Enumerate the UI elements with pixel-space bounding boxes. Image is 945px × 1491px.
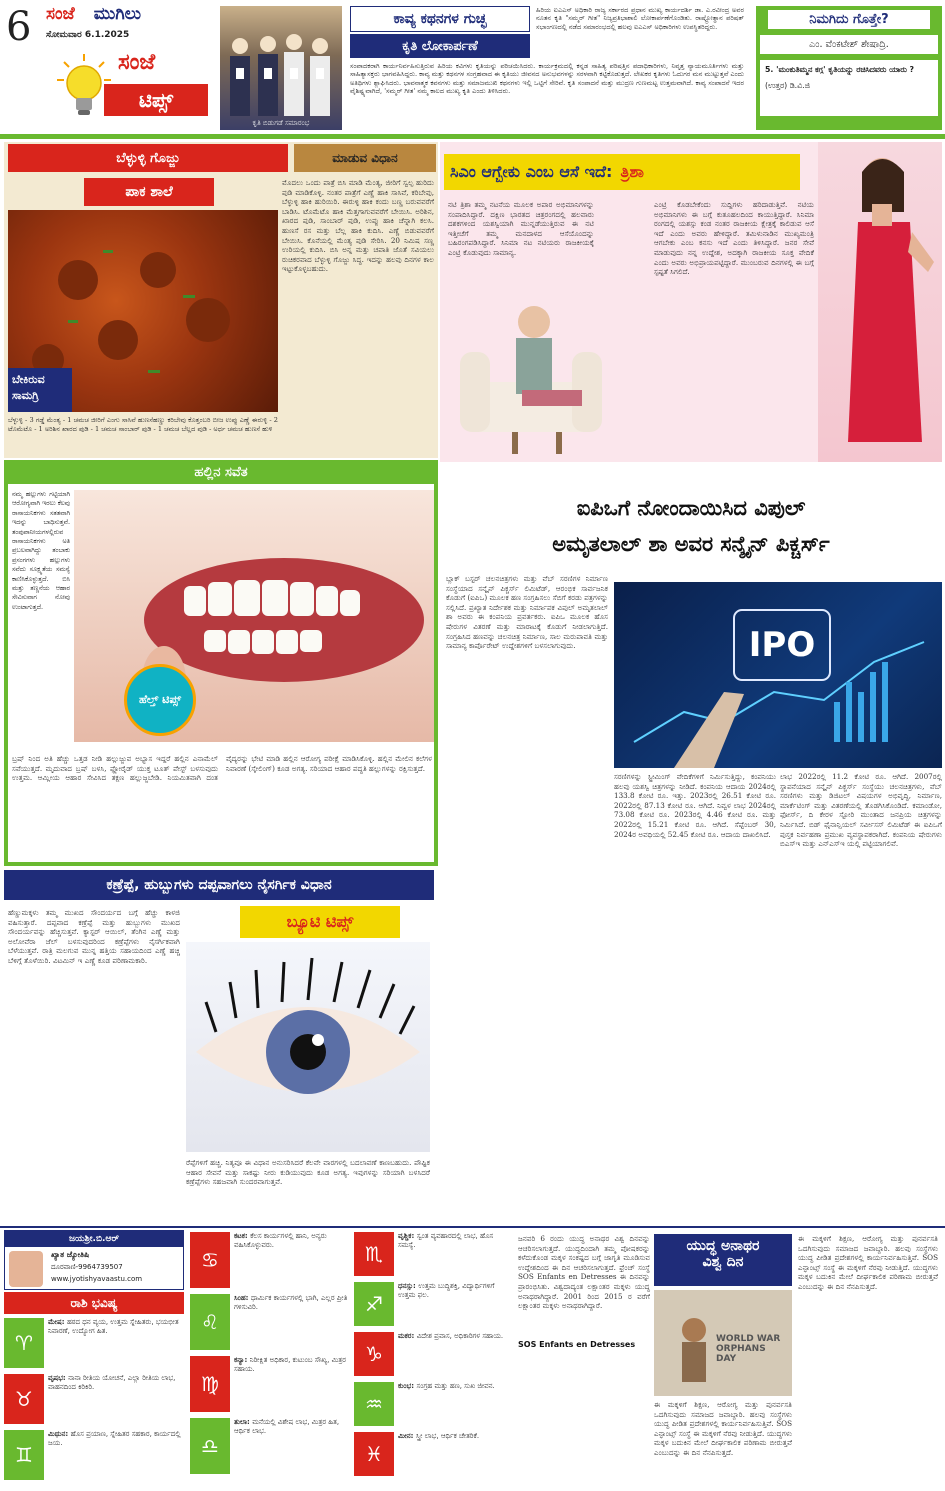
war-orphans-ngo: SOS Enfants en Detresses	[518, 1340, 650, 1349]
recipe-title: ಬೆಳ್ಳುಳ್ಳಿ ಗೊಜ್ಜು	[8, 144, 288, 172]
horoscope-sign	[354, 1232, 510, 1280]
book-launch-headline-2: ಕೃತಿ ಲೋಕಾರ್ಪಣೆ	[350, 34, 530, 58]
zodiac-name: ಮೇಷ:	[48, 1318, 67, 1326]
zodiac-name: ಕುಂಭ:	[398, 1382, 417, 1390]
horoscope-sign	[190, 1294, 350, 1354]
quiz-box	[756, 6, 942, 130]
war-orphans-poster	[654, 1290, 792, 1396]
beauty-col-bottom: ರೆಪ್ಪೆಗಳಿಗೆ ಹಚ್ಚಿ. ನಿತ್ಯವೂ ಈ ವಿಧಾನ ಅನುಸರಿಸಿದರೆ ಕೆಲವೇ ವಾರಗಳಲ್ಲಿ ಬದಲಾವಣೆ ಕಾಣಬಹುದು. ಪೌಷ್ಟಿಕ ಆಹಾರ ಸೇವನೆ ಮತ್ತು ಸಾಕಷ್ಟು ನೀರು ಕುಡಿಯುವುದು ಕೂಡ ಅಗತ್ಯ. ಇವುಗಳನ್ನು ಸರಿಯಾಗಿ ಬಳಸಿದರೆ ಕಣ್ರೆಪ್ಪೆಗಳು ಸಹಜವಾಗಿ ಸುಂದರವಾಗುತ್ತವೆ.	[186, 1158, 430, 1187]
beauty-col-1: ಹೆಣ್ಣುಮಕ್ಕಳು ತಮ್ಮ ಮುಖದ ಸೌಂದರ್ಯದ ಬಗ್ಗೆ ಹೆಚ್ಚು ಕಾಳಜಿ ವಹಿಸುತ್ತಾರೆ. ದಪ್ಪವಾದ ಕಣ್ರೆಪ್ಪೆ ಮತ್ತು ಹುಬ್ಬುಗಳು ಮುಖದ ಸೌಂದರ್ಯವನ್ನು ಹೆಚ್ಚಿಸುತ್ತವೆ. ಕ್ಯಾಸ್ಟರ್ ಆಯಿಲ್, ತೆಂಗಿನ ಎಣ್ಣೆ ಮತ್ತು ಅಲೋವೆರಾ ಜೆಲ್ ಬಳಸುವುದರಿಂದ ಕಣ್ರೆಪ್ಪೆಗಳು ನೈಸರ್ಗಿಕವಾಗಿ ಬೆಳೆಯುತ್ತವೆ. ರಾತ್ರಿ ಮಲಗುವ ಮುನ್ನ ಹತ್ತಿಯ ಸಹಾಯದಿಂದ ಎಣ್ಣೆ ಹಚ್ಚಿ ಬೆಳಿಗ್ಗೆ ತೊಳೆಯಿರಿ. ವಿಟಮಿನ್ ಇ ಎಣ್ಣೆ ಕೂಡ ಪರಿಣಾಮಕಾರಿ.	[8, 908, 180, 965]
book-launch-photo	[220, 6, 342, 130]
zodiac-prediction: ಹಠದ ಧನ ವ್ಯಯ, ಉತ್ತಮ ಸ್ನೇಹಿತರು, ಭಯಭೀತ ನಿವಾರಣೆ, ಉದ್ಯೋಗ ಹಿತ.	[48, 1318, 179, 1336]
horoscope-sign	[4, 1430, 184, 1484]
ipo-col-1: ಬ್ಲಾಕ್ ಬಸ್ಟರ್ ಚಲನಚಿತ್ರಗಳು ಮತ್ತು ವೆಬ್ ಸರಣಿಗಳ ನಿರ್ಮಾಣ ಸಂಸ್ಥೆಯಾದ ಸನ್ಶೈನ್ ಪಿಕ್ಚರ್ಸ್ ಲಿಮಿಟೆಡ್, ಆರಂಭಿಕ ಸಾರ್ವಜನಿಕ ಕೊಡುಗೆ (ಐಪಿಒ) ಮೂಲಕ ಹಣ ಸಂಗ್ರಹಿಸಲು ಸೆಬಿಗೆ ಕರಡು ಪತ್ರಗಳನ್ನು ಸಲ್ಲಿಸಿದೆ. ಪ್ರಖ್ಯಾತ ನಿರ್ದೇಶಕ ಮತ್ತು ನಿರ್ಮಾಪಕ ವಿಪುಲ್ ಅಮೃತಲಾಲ್ ಶಾ ಅವರು ಈ ಕಂಪನಿಯ ಪ್ರವರ್ತಕರು. ಐಪಿಒ ಮೂಲಕ ಹೊಸ ಷೇರುಗಳ ವಿತರಣೆ ಮತ್ತು ಮಾರಾಟಕ್ಕೆ ಕೊಡುಗೆ ನೀಡಲಾಗುತ್ತಿದೆ. ಸಂಗ್ರಹಿಸಿದ ಹಣವನ್ನು ಚಲನಚಿತ್ರ ನಿರ್ಮಾಣ, ಸಾಲ ಮರುಪಾವತಿ ಮತ್ತು ಸಾಮಾನ್ಯ ಕಾರ್ಪೊರೇಟ್ ಉದ್ದೇಶಗಳಿಗೆ ಬಳಸಲಾಗುವುದು.	[446, 574, 608, 651]
ipo-image	[614, 582, 942, 768]
zodiac-name: ಧನಸ್ಸು:	[398, 1282, 419, 1290]
recipe-ingredients: ಬೆಳ್ಳುಳ್ಳಿ - 3 ಗಡ್ಡೆ ಮೆಂತ್ಯ - 1 ಚಮಚ ಜೀರಿಗೆ ಎಂಗು ಸಾಸಿವೆ ಹುಣಸೆಹಣ್ಣು ಕರಿಬೇವು ಕೊತ್ತಂಬರಿ ಬೀಜ ಉಪ್ಪು ಎಣ್ಣೆ ಈರುಳ್ಳಿ - 2 ಟೊಮೆಟೊ - 1 ಅರಿಶಿನ ಖಾರದ ಪುಡಿ - 1 ಚಮಚ ಸಾಂಬಾರ್ ಪುಡಿ - 1 ಚಮಚ ಬೆಲ್ಲದ ಪುಡಿ - ಅರ್ಧ ಚಮಚ ಹುಣಸೆ ಹುಳಿ	[8, 416, 278, 433]
zodiac-name: ಮೀನ:	[398, 1432, 416, 1440]
book-launch-headline-1: ಕಾವ್ಯ ಕಥನಗಳ ಗುಚ್ಛ	[350, 6, 530, 32]
recipe-section	[4, 142, 438, 458]
zodiac-icon: ♋	[190, 1232, 230, 1288]
war-orphans-title-1: ಯುದ್ಧ ಅನಾಥರ	[686, 1238, 760, 1254]
gum-body-bottom: ಬ್ರಷ್ ನಿಂದ ಅತಿ ಹೆಚ್ಚು ಒತ್ತಡ ನೀಡಿ ಹಲ್ಲುಜ್ಜುವ ಅಭ್ಯಾಸ ಇದ್ದರೆ ಹಲ್ಲಿನ ಎನಾಮೆಲ್ ಸವೆಯುತ್ತದೆ. ಮೃದುವಾದ ಬ್ರಷ್ ಬಳಸಿ, ಫ್ಲೋರೈಡ್ ಯುಕ್ತ ಟೂತ್ ಪೇಸ್ಟ್ ಬಳಸುವುದು ಉತ್ತಮ. ಆಮ್ಲೀಯ ಆಹಾರ ಸೇವಿಸಿದ ತಕ್ಷಣ ಹಲ್ಲುಜ್ಜಬೇಡಿ. ನಿಯಮಿತವಾಗಿ ದಂತ ವೈದ್ಯರನ್ನು ಭೇಟಿ ಮಾಡಿ ಹಲ್ಲಿನ ಆರೋಗ್ಯ ಪರೀಕ್ಷೆ ಮಾಡಿಸಿಕೊಳ್ಳಿ. ಹಲ್ಲಿನ ಮೇಲಿನ ಕಲೆಗಳ ನಿವಾರಣೆ (ಸ್ಕೇಲಿಂಗ್) ಕೂಡ ಅಗತ್ಯ. ಸರಿಯಾದ ಆಹಾರ ಪದ್ಧತಿ ಹಲ್ಲುಗಳನ್ನು ರಕ್ಷಿಸುತ್ತದೆ.	[12, 754, 432, 783]
ipo-headline-2: ಅಮೃತಲಾಲ್ ಶಾ ಅವರ ಸನ್ಶೈನ್ ಪಿಕ್ಚರ್ಸ್	[552, 532, 830, 556]
zodiac-icon: ♓	[354, 1432, 394, 1476]
brand-name: ಸಂಜೆ	[46, 4, 75, 24]
zodiac-name: ಕಟಕ:	[234, 1232, 251, 1240]
beauty-section	[4, 870, 434, 1230]
war-orphans-section	[514, 1232, 942, 1488]
zodiac-name: ಮಿಥುನ:	[48, 1430, 71, 1438]
horoscope-grid	[4, 1230, 512, 1488]
horoscope-sign	[190, 1232, 350, 1292]
horoscope-sign	[354, 1282, 510, 1330]
quiz-title: ನಿಮಗಿದು ಗೊತ್ತೇ?	[768, 10, 930, 29]
zodiac-icon: ♐	[354, 1282, 394, 1326]
gum-section	[4, 460, 438, 866]
book-launch-article	[346, 4, 746, 134]
masthead	[0, 0, 218, 130]
beauty-title: ಕಣ್ರೆಪ್ಪೆ, ಹುಬ್ಬುಗಳು ದಪ್ಪವಾಗಲು ನೈಸರ್ಗಿಕ ವಿಧಾನ	[4, 870, 434, 900]
horoscope-sign	[4, 1318, 184, 1372]
zodiac-prediction: ಸ್ತ್ರೀ ಲಾಭ, ಆರ್ಥಿಕ ಚೇತರಿಕೆ.	[415, 1432, 480, 1440]
zodiac-prediction: ವಿದೇಶ ಪ್ರವಾಸ, ಅಧಿಕಾರಿಗಳ ಸಹಾಯ.	[416, 1332, 504, 1340]
zodiac-prediction: ಉತ್ತಮ ಬುದ್ಧಿಶಕ್ತಿ, ವಿದ್ಯಾರ್ಥಿಗಳಿಗೆ ಉತ್ತಮ ಫಲ.	[398, 1282, 495, 1300]
recipe-method-label: ಮಾಡುವ ವಿಧಾನ	[294, 144, 436, 172]
quiz-author: ಎಂ. ವೆಂಕಟೇಶ್ ಶೇಷಾದ್ರಿ.	[760, 35, 938, 54]
trisha-name: ತ್ರಿಶಾ	[620, 162, 644, 181]
masthead-date: ಸೋಮವಾರ 6.1.2025	[46, 30, 130, 40]
horoscope-title: ರಾಶಿ ಭವಿಷ್ಯ	[4, 1292, 184, 1314]
war-orphans-title-2: ವಿಶ್ವ ದಿನ	[702, 1254, 744, 1270]
page-number: 6	[6, 4, 32, 50]
horoscope-sign	[4, 1374, 184, 1428]
war-orphans-col-2: ಈ ಮಕ್ಕಳಿಗೆ ಶಿಕ್ಷಣ, ಆರೋಗ್ಯ ಮತ್ತು ಪುನರ್ವಸತಿ ಒದಗಿಸುವುದು ಸಮಾಜದ ಜವಾಬ್ದಾರಿ. ಹಲವು ಸಂಸ್ಥೆಗಳು ಯುದ್ಧ ಪೀಡಿತ ಪ್ರದೇಶಗಳಲ್ಲಿ ಕಾರ್ಯನಿರ್ವಹಿಸುತ್ತಿವೆ. SOS ಎನ್ಫಾಂಟ್ಸ್ ಸಂಸ್ಥೆ ಈ ಮಕ್ಕಳಿಗೆ ನೆರವು ನೀಡುತ್ತಿದೆ. ಯುದ್ಧಗಳು ಮಕ್ಕಳ ಬದುಕಿನ ಮೇಲೆ ದೀರ್ಘಕಾಲಿಕ ಪರಿಣಾಮ ಬೀರುತ್ತವೆ ಎಂಬುದನ್ನು ಈ ದಿನ ನೆನಪಿಸುತ್ತದೆ.	[654, 1400, 792, 1457]
horoscope-sign	[190, 1356, 350, 1416]
zodiac-name: ವೃಶ್ಚಿಕ:	[398, 1232, 417, 1240]
war-orphans-banner-1: WORLD WAR	[716, 1334, 781, 1344]
zodiac-name: ಕನ್ಯಾ:	[234, 1356, 250, 1364]
zodiac-prediction: ನಿರೀಕ್ಷಿತ ಅಧಿಕಾರ, ಕುಟುಂಬ ಸೌಖ್ಯ, ಮಿತ್ರರ ಸಹಾಯ.	[234, 1356, 346, 1374]
zodiac-icon: ♎	[190, 1418, 230, 1474]
zodiac-prediction: ಹೊಸ ಪ್ರಯಾಣ, ಸ್ನೇಹಿತರ ಸಹಕಾರ, ಕಾರ್ಯದಲ್ಲಿ ಜಯ.	[48, 1430, 181, 1448]
section-title-2: ಟಿಪ್ಸ್	[104, 84, 208, 116]
recipe-ingredients-label: ಬೇಕಿರುವ ಸಾಮಗ್ರಿ	[8, 368, 72, 412]
gum-body-left: ನಮ್ಮ ಹಲ್ಲುಗಳು ಗಟ್ಟಿಯಾಗಿ ಆರೋಗ್ಯವಾಗಿ ಇರಲು ಕೆಲವು ರಾಸಾಯನಿಕಗಳು ಸತತವಾಗಿ ಇದನ್ನು ಬಾಧಿಸುತ್ತವೆ. ತಂಪುಪಾನೀಯಗಳಲ್ಲಿರುವ ರಾಸಾಯನಿಕಗಳು ಅತಿ ಪ್ರಬಲವಾಗಿದ್ದು ತಂಬಾಕು ಪ್ರಸಂಗಗಳು ಹಲ್ಲುಗಳು ಸವೆದು ಸೂಕ್ಷ್ಮತೆಯ ಸಮಸ್ಯೆ ಕಾಣಿಸಿಕೊಳ್ಳುತ್ತದೆ. ಬಿಸಿ ಮತ್ತು ತಣ್ಣನೆಯ ಆಹಾರ ಸೇವಿಸುವಾಗ ನೋವು ಉಂಟಾಗುತ್ತದೆ.	[12, 490, 71, 611]
trisha-headline-text: ಸಿಎಂ ಆಗ್ಬೇಕು ಎಂಬ ಆಸೆ ಇದೆ:	[450, 162, 613, 181]
zodiac-icon: ♊	[4, 1430, 44, 1480]
quiz-answer: (ಉತ್ತರ) ಡಿ.ವಿ.ಜಿ	[765, 81, 810, 90]
zodiac-icon: ♍	[190, 1356, 230, 1412]
astrologer-website: www.jyotishyavaastu.com	[51, 1275, 143, 1283]
quiz-question: 5. 'ಮಂಕುತಿಮ್ಮನ ಕಗ್ಗ' ಕೃತಿಯನ್ನು ರಚಿಸಿದವರು ಯಾರು ?	[765, 65, 915, 74]
zodiac-prediction: ಸಂಗ್ರಹ ಮತ್ತು ಹಣ, ಸುಖ ಜೀವನ.	[416, 1382, 495, 1390]
horoscope-sign	[354, 1432, 510, 1480]
zodiac-name: ಸಿಂಹ:	[234, 1294, 251, 1302]
divider-bottom	[0, 1226, 945, 1228]
war-orphans-banner-2: ORPHANS DAY	[716, 1344, 766, 1364]
zodiac-icon: ♑	[354, 1332, 394, 1376]
divider-top	[0, 134, 945, 139]
sofa-photo	[456, 282, 606, 458]
zodiac-icon: ♌	[190, 1294, 230, 1350]
section-title-1: ಸಂಜೆ	[118, 50, 156, 75]
ipo-col-2: ಸರಣಿಗಳನ್ನು ಸ್ಟ್ರೀಮಿಂಗ್ ವೇದಿಕೆಗಳಿಗೆ ನಿರ್ಮಿಸುತ್ತಿದ್ದು, ಕಂಪನಿಯು ಹಲವು ಯಶಸ್ವಿ ಚಿತ್ರಗಳನ್ನು ನೀಡಿದೆ. ಕಂಪನಿಯ ಆದಾಯ 2024ರಲ್ಲಿ 133.8 ಕೋಟಿ ರೂ. ಇತ್ತು. 2023ರಲ್ಲಿ 26.51 ಕೋಟಿ ರೂ. 2022ರಲ್ಲಿ 87.13 ಕೋಟಿ ರೂ. ಆಗಿದೆ. ನಿವ್ವಳ ಲಾಭ 2024ರಲ್ಲಿ 73.08 ಕೋಟಿ ರೂ. 2023ರಲ್ಲಿ 4.46 ಕೋಟಿ ರೂ. ಮತ್ತು 2022ರಲ್ಲಿ 15.21 ಕೋಟಿ ರೂ. ಆಗಿದೆ. ಸೆಪ್ಟೆಂಬರ್ 30, 2024ರ ಅವಧಿಯಲ್ಲಿ 52.45 ಕೋಟಿ ರೂ. ಆದಾಯ ದಾಖಲಿಸಿದೆ.	[614, 772, 776, 839]
zodiac-icon: ♒	[354, 1382, 394, 1426]
book-launch-body-right: ಹಿರಿಯ ಐಎಎಸ್ ಅಧಿಕಾರಿ ರಾಜ್ಯ ಸರ್ಕಾರದ ಪ್ರಧಾನ ಮುಖ್ಯ ಕಾರ್ಯದರ್ಶಿ ಡಾ. ಎ.ರವೀಂದ್ರ ಅವರ ನೂತನ ಕೃತಿ "ಸಮ್ಮರ್ ಗೀತ" ನಿಜ್ಯಪ್ರತಿಭಾಶಾಲಿ ಲೋಕಾರ್ಪಣೆಗೊಂಡಿತು. ರಾಷ್ಟ್ರೋತ್ಥಾನ ಪರಿಷತ್ ಸಭಾಂಗಣದಲ್ಲಿ ನಡೆದ ಸಮಾರಂಭದಲ್ಲಿ ಹಲವು ಐಎಎಸ್ ಅಧಿಕಾರಿಗಳು ಉಪಸ್ಥಿತರಿದ್ದರು.	[536, 6, 744, 31]
zodiac-name: ವೃಷಭ:	[48, 1374, 69, 1382]
health-tips-badge	[124, 664, 196, 736]
trisha-section	[440, 142, 942, 462]
recipe-kitchen-label: ಪಾಕ ಶಾಲೆ	[84, 178, 214, 206]
war-orphans-banner	[716, 1334, 788, 1364]
health-tips-label: ಹೆಲ್ತ್ ಟಿಪ್ಸ್	[138, 693, 182, 706]
horoscope-section	[4, 1230, 512, 1488]
trisha-headline	[444, 154, 800, 190]
trisha-col-1: ನಟಿ ತ್ರಿಶಾ ತಮ್ಮ ನಟನೆಯ ಮೂಲಕ ಅಪಾರ ಅಭಿಮಾನಿಗಳನ್ನು ಸಂಪಾದಿಸಿದ್ದಾರೆ. ದಕ್ಷಿಣ ಭಾರತದ ಚಿತ್ರರಂಗದಲ್ಲಿ ಹಲವಾರು ದಶಕಗಳಿಂದ ಯಶಸ್ವಿಯಾಗಿ ಮುನ್ನಡೆಯುತ್ತಿರುವ ಈ ನಟಿ ಇತ್ತೀಚೆಗೆ ತಮ್ಮ ಮನದಾಳದ ಆಸೆಯೊಂದನ್ನು ಬಹಿರಂಗಪಡಿಸಿದ್ದಾರೆ. ಸಿನಿಮಾ ನಟ ನಟಿಯರು ರಾಜಕೀಯಕ್ಕೆ ಎಂಟ್ರಿ ಕೊಡುವುದು ಸಾಮಾನ್ಯ.	[448, 200, 594, 257]
zodiac-prediction: ನಾನಾ ರೀತಿಯ ಯೋಚನೆ, ಎಲ್ಲಾ ರೀತಿಯ ಲಾಭ, ವಾಹನದಿಂದ ಕಿರಿಕಿರಿ.	[48, 1374, 176, 1392]
war-orphans-title	[654, 1234, 792, 1286]
zodiac-name: ಮಕರ:	[398, 1332, 417, 1340]
quiz-body	[760, 60, 938, 116]
brand-name-2: ಮುಗಿಲು	[93, 4, 142, 24]
astrologer-name: ಜಯಶ್ರೀ.ಬಿ.ಆರ್	[5, 1231, 183, 1247]
war-orphans-col-3: ಈ ಮಕ್ಕಳಿಗೆ ಶಿಕ್ಷಣ, ಆರೋಗ್ಯ ಮತ್ತು ಪುನರ್ವಸತಿ ಒದಗಿಸುವುದು ಸಮಾಜದ ಜವಾಬ್ದಾರಿ. ಹಲವು ಸಂಸ್ಥೆಗಳು ಯುದ್ಧ ಪೀಡಿತ ಪ್ರದೇಶಗಳಲ್ಲಿ ಕಾರ್ಯನಿರ್ವಹಿಸುತ್ತಿವೆ. SOS ಎನ್ಫಾಂಟ್ಸ್ ಸಂಸ್ಥೆ ಈ ಮಕ್ಕಳಿಗೆ ನೆರವು ನೀಡುತ್ತಿದೆ. ಯುದ್ಧಗಳು ಮಕ್ಕಳ ಬದುಕಿನ ಮೇಲೆ ದೀರ್ಘಕಾಲಿಕ ಪರಿಣಾಮ ಬೀರುತ್ತವೆ ಎಂಬುದನ್ನು ಈ ದಿನ ನೆನಪಿಸುತ್ತದೆ.	[798, 1234, 938, 1291]
trisha-photo	[818, 142, 942, 462]
zodiac-icon: ♈	[4, 1318, 44, 1368]
horoscope-sign	[190, 1418, 350, 1478]
war-orphans-col-1: ಜನವರಿ 6 ರಂದು ಯುದ್ಧ ಅನಾಥರ ವಿಶ್ವ ದಿನವನ್ನು ಆಚರಿಸಲಾಗುತ್ತದೆ. ಯುದ್ಧದಿಂದಾಗಿ ತಮ್ಮ ಪೋಷಕರನ್ನು ಕಳೆದುಕೊಂಡ ಮಕ್ಕಳ ಸಂಕಷ್ಟದ ಬಗ್ಗೆ ಜಾಗೃತಿ ಮೂಡಿಸುವ ಉದ್ದೇಶದಿಂದ ಈ ದಿನ ಆಚರಿಸಲಾಗುತ್ತದೆ. ಫ್ರೆಂಚ್ ಸಂಸ್ಥೆ SOS Enfants en Detresses ಈ ದಿನವನ್ನು ಪ್ರಾರಂಭಿಸಿತು. ವಿಶ್ವದಾದ್ಯಂತ ಲಕ್ಷಾಂತರ ಮಕ್ಕಳು ಯುದ್ಧ ಅನಾಥರಾಗಿದ್ದಾರೆ. 2001 ರಿಂದ 2015 ರ ವರೆಗೆ ಲಕ್ಷಾಂತರ ಮಕ್ಕಳು ಅನಾಥರಾಗಿದ್ದಾರೆ.	[518, 1234, 650, 1311]
zodiac-name: ತುಲಾ:	[234, 1418, 253, 1426]
zodiac-prediction: ಮನೆಯಲ್ಲಿ ವಿಶೇಷ ಲಾಭ, ಮಿತ್ರರ ಹಿತ, ಆರ್ಥಿಕ ಲಾಭ.	[234, 1418, 340, 1436]
zodiac-icon: ♉	[4, 1374, 44, 1424]
zodiac-prediction: ಧಾರ್ಮಿಕ ಕಾರ್ಯಗಳಲ್ಲಿ ಭಾಗಿ, ಎಲ್ಲರ ಪ್ರೀತಿ ಗಳಿಸುವಿರಿ.	[234, 1294, 348, 1312]
book-launch-body: ಸಂಪಾದಕರಾಗಿ ಕಾರ್ಯನಿರ್ವಹಿಸುತ್ತಿರುವ ಹಿರಿಯ ಕವಿಗಳು ಕೃತಿಯನ್ನು ಪರಿಚಯಿಸಿದರು. ಕಾರ್ಯಕ್ರಮದಲ್ಲಿ ಕನ್ನಡ ಸಾಹಿತ್ಯ ಪರಿಷತ್ತಿನ ಪದಾಧಿಕಾರಿಗಳು, ನಿವೃತ್ತ ನ್ಯಾಯಮೂರ್ತಿಗಳು ಮತ್ತು ಸಾಹಿತ್ಯಾಸಕ್ತರು ಭಾಗವಹಿಸಿದ್ದರು. ಕಾವ್ಯ ಮತ್ತು ಕಥನಗಳ ಸಂಗ್ರಹವಾದ ಈ ಕೃತಿಯು ಜೀವನದ ಅನುಭವಗಳನ್ನು ಸರಳವಾಗಿ ಕಟ್ಟಿಕೊಡುತ್ತದೆ. ಲೇಖಕರ ಕೃತಿಗಳು ಓದುಗರ ಮನ ಮುಟ್ಟುತ್ತವೆ ಎಂದು ಅತಿಥಿಗಳು ಶ್ಲಾಘಿಸಿದರು. ಭಾವನಾತ್ಮಕ ಕವನಗಳು ಮತ್ತು ಸಮಾಜಮುಖಿ ಕಥನಗಳು ಇಲ್ಲಿ ಒಟ್ಟಿಗೆ ಸೇರಿವೆ. ಕೃತಿ ಸಂಪಾದನೆ ಮತ್ತು ಮುದ್ರಣ ಗುಣಮಟ್ಟ ಉತ್ತಮವಾಗಿದೆ. ಕಾವ್ಯ ಸಂಪಾದನೆ ಇದರ ವೈಶಿಷ್ಟ್ಯವಾಗಿದೆ, 'ಸಮ್ಮರ್ ಗೀತ' ನಮ್ಮ ಕಾಲದ ಮುಖ್ಯ ಕೃತಿ ಎಂದು ತಿಳಿಸಿದರು.	[350, 62, 744, 96]
zodiac-prediction: ಸ್ವಂತ ವ್ಯವಹಾರದಲ್ಲಿ ಲಾಭ, ಹೊಸ ಸಮಸ್ಯೆ.	[398, 1232, 494, 1250]
astrologer-phone: ದೂರವಾಣಿ-9964739507	[51, 1263, 123, 1271]
beauty-badge: ಬ್ಯೂಟಿ ಟಿಪ್ಸ್	[240, 906, 400, 938]
eye-photo	[186, 942, 430, 1152]
horoscope-sign	[354, 1332, 510, 1380]
horoscope-sign	[354, 1382, 510, 1430]
ipo-col-3: ಲಾಭ 2022ರಲ್ಲಿ 11.2 ಕೋಟಿ ರೂ. ಆಗಿದೆ. 2007ರಲ್ಲಿ ಸ್ಥಾಪನೆಯಾದ ಸನ್ಶೈನ್ ಪಿಕ್ಚರ್ಸ್ ಸಂಸ್ಥೆಯು ಚಲನಚಿತ್ರಗಳು, ವೆಬ್ ಸರಣಿಗಳು ಮತ್ತು ಡಿಜಿಟಲ್ ವಿಷಯಗಳ ಅಭಿವೃದ್ಧಿ, ನಿರ್ಮಾಣ, ಮಾರ್ಕೆಟಿಂಗ್ ಮತ್ತು ವಿತರಣೆಯಲ್ಲಿ ತೊಡಗಿಸಿಕೊಂಡಿದೆ. ಕಮಾಂಡೋ, ಫೋರ್ಸ್, ದಿ ಕೇರಳ ಸ್ಟೋರಿ ಮುಂತಾದ ಜನಪ್ರಿಯ ಚಿತ್ರಗಳನ್ನು ನಿರ್ಮಿಸಿದೆ. ಬಿಡ್ ಫೈನಾನ್ಷಿಯಲ್ ಸರ್ವೀಸಸ್ ಲಿಮಿಟೆಡ್ ಈ ಐಪಿಒಗೆ ಪುಸ್ತಕ ನಿರ್ವಹಣಾ ಪ್ರಮುಖ ವ್ಯವಸ್ಥಾಪಕರಾಗಿದೆ. ಕಂಪನಿಯ ಷೇರುಗಳು ಬಿಎಸ್ಇ ಮತ್ತು ಎನ್ಎಸ್ಇ ಯಲ್ಲಿ ಪಟ್ಟಿಯಾಗಲಿವೆ.	[780, 772, 942, 849]
zodiac-icon: ♏	[354, 1232, 394, 1276]
zodiac-prediction: ಕೆಲಸ ಕಾರ್ಯಗಳಲ್ಲಿ ಹಾನಿ, ಅನ್ಯರು ವಹಿಸಿಕೊಳ್ಳುವರು.	[234, 1232, 327, 1250]
gum-title: ಹಲ್ಲಿನ ಸವೆತ	[4, 460, 438, 484]
photo-caption: ಕೃತಿ ಬಿಡುಗಡೆ ಸಮಾರಂಭ	[252, 119, 310, 127]
ipo-headline-1: ಐಪಿಒಗೆ ನೋಂದಾಯಿಸಿದ ವಿಪುಲ್	[576, 496, 806, 520]
ipo-image-text: IPO	[748, 625, 816, 665]
recipe-method: ಮೊದಲು ಒಂದು ಪಾತ್ರೆ ಬಿಸಿ ಮಾಡಿ ಮೆಂತ್ಯ, ಜೀರಿಗೆ ಸ್ವಲ್ಪ ಹುರಿದು ಪುಡಿ ಮಾಡಿಕೊಳ್ಳಿ. ನಂತರ ಪಾತ್ರೆಗೆ ಎಣ್ಣೆ ಹಾಕಿ ಸಾಸಿವೆ, ಕರಿಬೇವು, ಬೆಳ್ಳುಳ್ಳಿ ಹಾಕಿ ಹುರಿಯಿರಿ. ಈರುಳ್ಳಿ ಹಾಕಿ ಕಂದು ಬಣ್ಣ ಬರುವವರೆಗೆ ಬಾಡಿಸಿ. ಟೊಮೆಟೊ ಹಾಕಿ ಮೆತ್ತಗಾಗುವವರೆಗೆ ಬೇಯಿಸಿ. ಅರಿಶಿನ, ಖಾರದ ಪುಡಿ, ಸಾಂಬಾರ್ ಪುಡಿ, ಉಪ್ಪು ಹಾಕಿ ಚೆನ್ನಾಗಿ ಕಲಸಿ. ಹುಣಸೆ ರಸ ಮತ್ತು ಬೆಲ್ಲ ಹಾಕಿ ಕುದಿಸಿ. ಎಣ್ಣೆ ಬಿಡುವವರೆಗೆ ಬೇಯಿಸಿ. ಕೊನೆಯಲ್ಲಿ ಮೆಂತ್ಯ ಪುಡಿ ಸೇರಿಸಿ. 20 ನಿಮಿಷ ಸಣ್ಣ ಉರಿಯಲ್ಲಿ ಕುದಿಸಿ. ಬಿಸಿ ಅನ್ನ ಮತ್ತು ಚಪಾತಿ ಜೊತೆ ಸವಿಯಲು ರುಚಿಕರವಾದ ಬೆಳ್ಳುಳ್ಳಿ ಗೊಜ್ಜು ಸಿದ್ಧ. ಇದನ್ನು ಹಲವು ದಿನಗಳ ಕಾಲ ಇಟ್ಟುಕೊಳ್ಳಬಹುದು.	[282, 178, 434, 274]
astrologer-role: ಖ್ಯಾತ ಜ್ಯೋತಿಷಿ	[51, 1250, 90, 1259]
trisha-col-2: ಎಂಟ್ರಿ ಕೊಡಬೇಕೆಂದು ಸುದ್ದಿಗಳು ಹರಿದಾಡುತ್ತಿವೆ. ನಟಿಯ ಅಭಿಮಾನಿಗಳು ಈ ಬಗ್ಗೆ ಕುತೂಹಲದಿಂದ ಕಾಯುತ್ತಿದ್ದಾರೆ. ಸಿನಿಮಾ ರಂಗದಲ್ಲಿ ಯಶಸ್ಸು ಕಂಡ ನಂತರ ರಾಜಕೀಯ ಕ್ಷೇತ್ರಕ್ಕೆ ಕಾಲಿಡುವ ಆಸೆ ಇದೆ ಎಂದು ಅವರು ಹೇಳಿದ್ದಾರೆ. ತಮಿಳುನಾಡಿನ ಮುಖ್ಯಮಂತ್ರಿ ಆಗಬೇಕು ಎಂಬ ಕನಸು ಇದೆ ಎಂದು ತಿಳಿಸಿದ್ದಾರೆ. ಜನರ ಸೇವೆ ಮಾಡುವುದು ನನ್ನ ಉದ್ದೇಶ, ಅದಕ್ಕಾಗಿ ರಾಜಕೀಯ ಸೂಕ್ತ ವೇದಿಕೆ ಎಂದು ಅವರು ಅಭಿಪ್ರಾಯಪಟ್ಟಿದ್ದಾರೆ. ಮುಂಬರುವ ದಿನಗಳಲ್ಲಿ ಈ ಬಗ್ಗೆ ಸ್ಪಷ್ಟತೆ ಸಿಗಲಿದೆ.	[654, 200, 814, 277]
